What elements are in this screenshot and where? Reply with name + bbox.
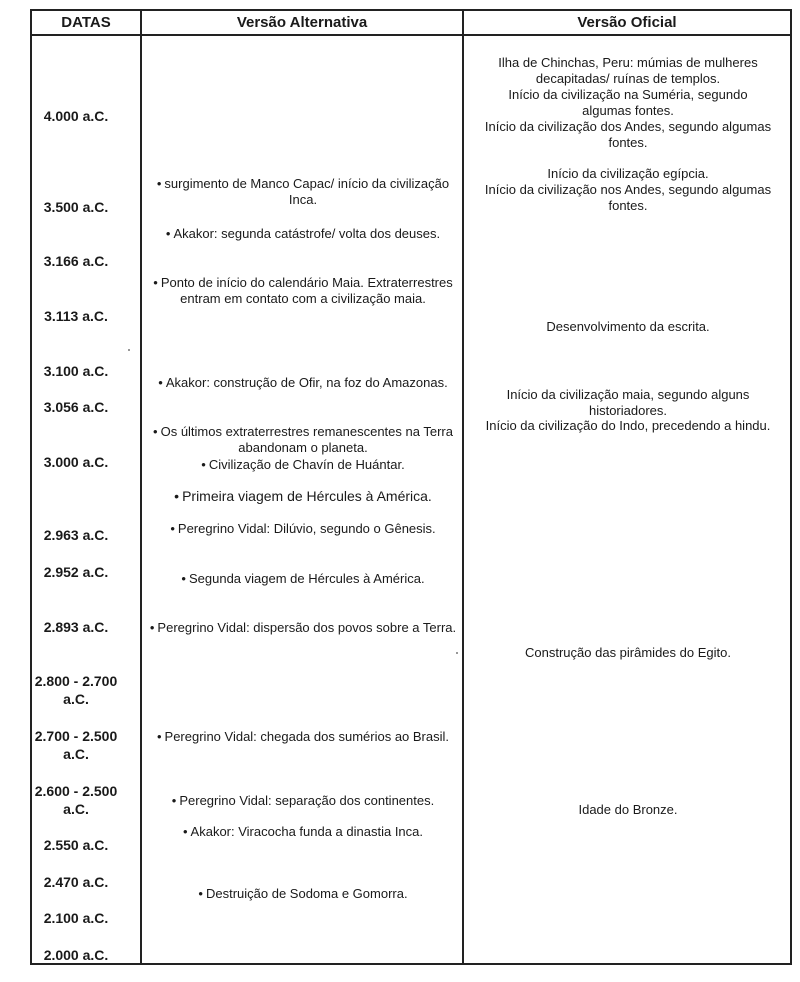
alternative-event-text: Peregrino Vidal: chegada dos sumérios ao Brasil.	[164, 729, 450, 744]
date-entry: 2.100 a.C.	[43, 910, 109, 926]
date-entry: 2.700 - 2.500 a.C.	[34, 728, 118, 762]
bullet-icon: •	[156, 176, 162, 191]
alternative-event	[148, 729, 458, 745]
alternative-event-text: surgimento de Manco Capac/ início da civilização Inca.	[164, 176, 450, 207]
date-entry: 2.600 - 2.500 a.C.	[34, 783, 118, 817]
alternative-event	[148, 457, 458, 473]
alternative-event-text: Peregrino Vidal: separação dos continentes.	[179, 793, 435, 808]
bullet-icon: •	[181, 571, 186, 586]
bullet-icon: •	[198, 886, 203, 901]
date-entry: 3.100 a.C.	[43, 363, 109, 379]
alternative-event-text: Akakor: Viracocha funda a dinastia Inca.	[190, 824, 424, 839]
date-entry: 2.000 a.C.	[43, 947, 109, 963]
date-entry: 2.470 a.C.	[43, 874, 109, 890]
column-divider-1	[140, 9, 142, 965]
bullet-icon: •	[170, 521, 175, 536]
date-entry: 2.800 - 2.700 a.C.	[34, 673, 118, 707]
bullet-icon: •	[158, 375, 163, 390]
date-entry: 3.500 a.C.	[43, 199, 109, 215]
alternative-event-text: Segunda viagem de Hércules à América.	[188, 571, 425, 586]
table-border-right	[790, 9, 792, 965]
alternative-event-text: Os últimos extraterrestres remanescentes na Terra abandonam o planeta.	[160, 424, 453, 455]
alternative-event	[148, 424, 458, 456]
alternative-event-text: Peregrino Vidal: Dilúvio, segundo o Gênesis.	[177, 521, 436, 536]
table-border-bottom	[30, 963, 792, 965]
official-event: Início da civilização do Indo, precedendo a hindu.	[485, 418, 771, 433]
alternative-event	[148, 886, 458, 902]
bullet-icon: •	[153, 275, 158, 290]
date-entry: 3.166 a.C.	[43, 253, 109, 269]
bullet-icon: •	[171, 793, 177, 808]
official-event: Início da civilização egípcia.	[547, 166, 709, 181]
official-event: Idade do Bronze.	[578, 802, 678, 817]
column-divider-2	[462, 9, 464, 965]
header-official-version: Versão Oficial	[577, 14, 677, 31]
bullet-icon: •	[182, 824, 188, 839]
bullet-icon: •	[156, 729, 162, 744]
alternative-event	[148, 488, 458, 504]
official-event: Início da civilização na Suméria, segundo algumas fontes.	[508, 87, 748, 118]
table-border-left	[30, 9, 32, 965]
official-event: Ilha de Chinchas, Peru: múmias de mulheres decapitadas/ ruínas de templos.	[498, 55, 758, 86]
date-entry: 2.550 a.C.	[43, 837, 109, 853]
official-event: Desenvolvimento da escrita.	[546, 319, 710, 334]
date-entry: 4.000 a.C.	[43, 108, 109, 124]
official-event: Início da civilização dos Andes, segundo algumas fontes.	[484, 119, 772, 150]
bullet-icon: •	[201, 457, 206, 472]
date-entry: 3.000 a.C.	[43, 454, 109, 470]
alternative-event	[148, 521, 458, 537]
alternative-event-text: Peregrino Vidal: dispersão dos povos sobre a Terra.	[157, 620, 457, 635]
header-dates: DATAS	[61, 14, 111, 31]
bullet-icon: •	[153, 424, 158, 439]
date-entry: 2.952 a.C.	[43, 564, 109, 580]
scan-speck	[456, 652, 458, 654]
alternative-event	[148, 275, 458, 307]
alternative-event	[148, 793, 458, 809]
alternative-event-text: Akakor: construção de Ofir, na foz do Amazonas.	[165, 375, 448, 390]
alternative-event-text: Destruição de Sodoma e Gomorra.	[205, 886, 408, 901]
alternative-event	[148, 824, 458, 840]
alternative-event-text: Primeira viagem de Hércules à América.	[182, 488, 432, 504]
alternative-event	[148, 571, 458, 587]
official-event: Início da civilização nos Andes, segundo algumas fontes.	[484, 182, 772, 213]
date-entry: 2.963 a.C.	[43, 527, 109, 543]
scan-speck	[128, 349, 130, 351]
alternative-event	[148, 375, 458, 391]
date-entry: 3.056 a.C.	[43, 399, 109, 415]
alternative-event	[148, 176, 458, 208]
bullet-icon: •	[149, 620, 155, 635]
alternative-event	[148, 620, 458, 636]
alternative-event-text: Civilização de Chavín de Huántar.	[208, 457, 405, 472]
official-event: Construção das pirâmides do Egito.	[525, 645, 731, 660]
header-alternative-version: Versão Alternativa	[236, 14, 368, 31]
alternative-event-text: Ponto de início do calendário Maia. Extraterrestres entram em contato com a civilização maia.	[160, 275, 453, 306]
alternative-event	[148, 226, 458, 242]
bullet-icon: •	[165, 226, 171, 241]
date-entry: 2.893 a.C.	[43, 619, 109, 635]
bullet-icon: •	[174, 488, 180, 504]
date-entry: 3.113 a.C.	[44, 308, 108, 324]
official-event: Início da civilização maia, segundo alguns historiadores.	[506, 387, 750, 418]
alternative-event-text: Akakor: segunda catástrofe/ volta dos deuses.	[173, 226, 441, 241]
